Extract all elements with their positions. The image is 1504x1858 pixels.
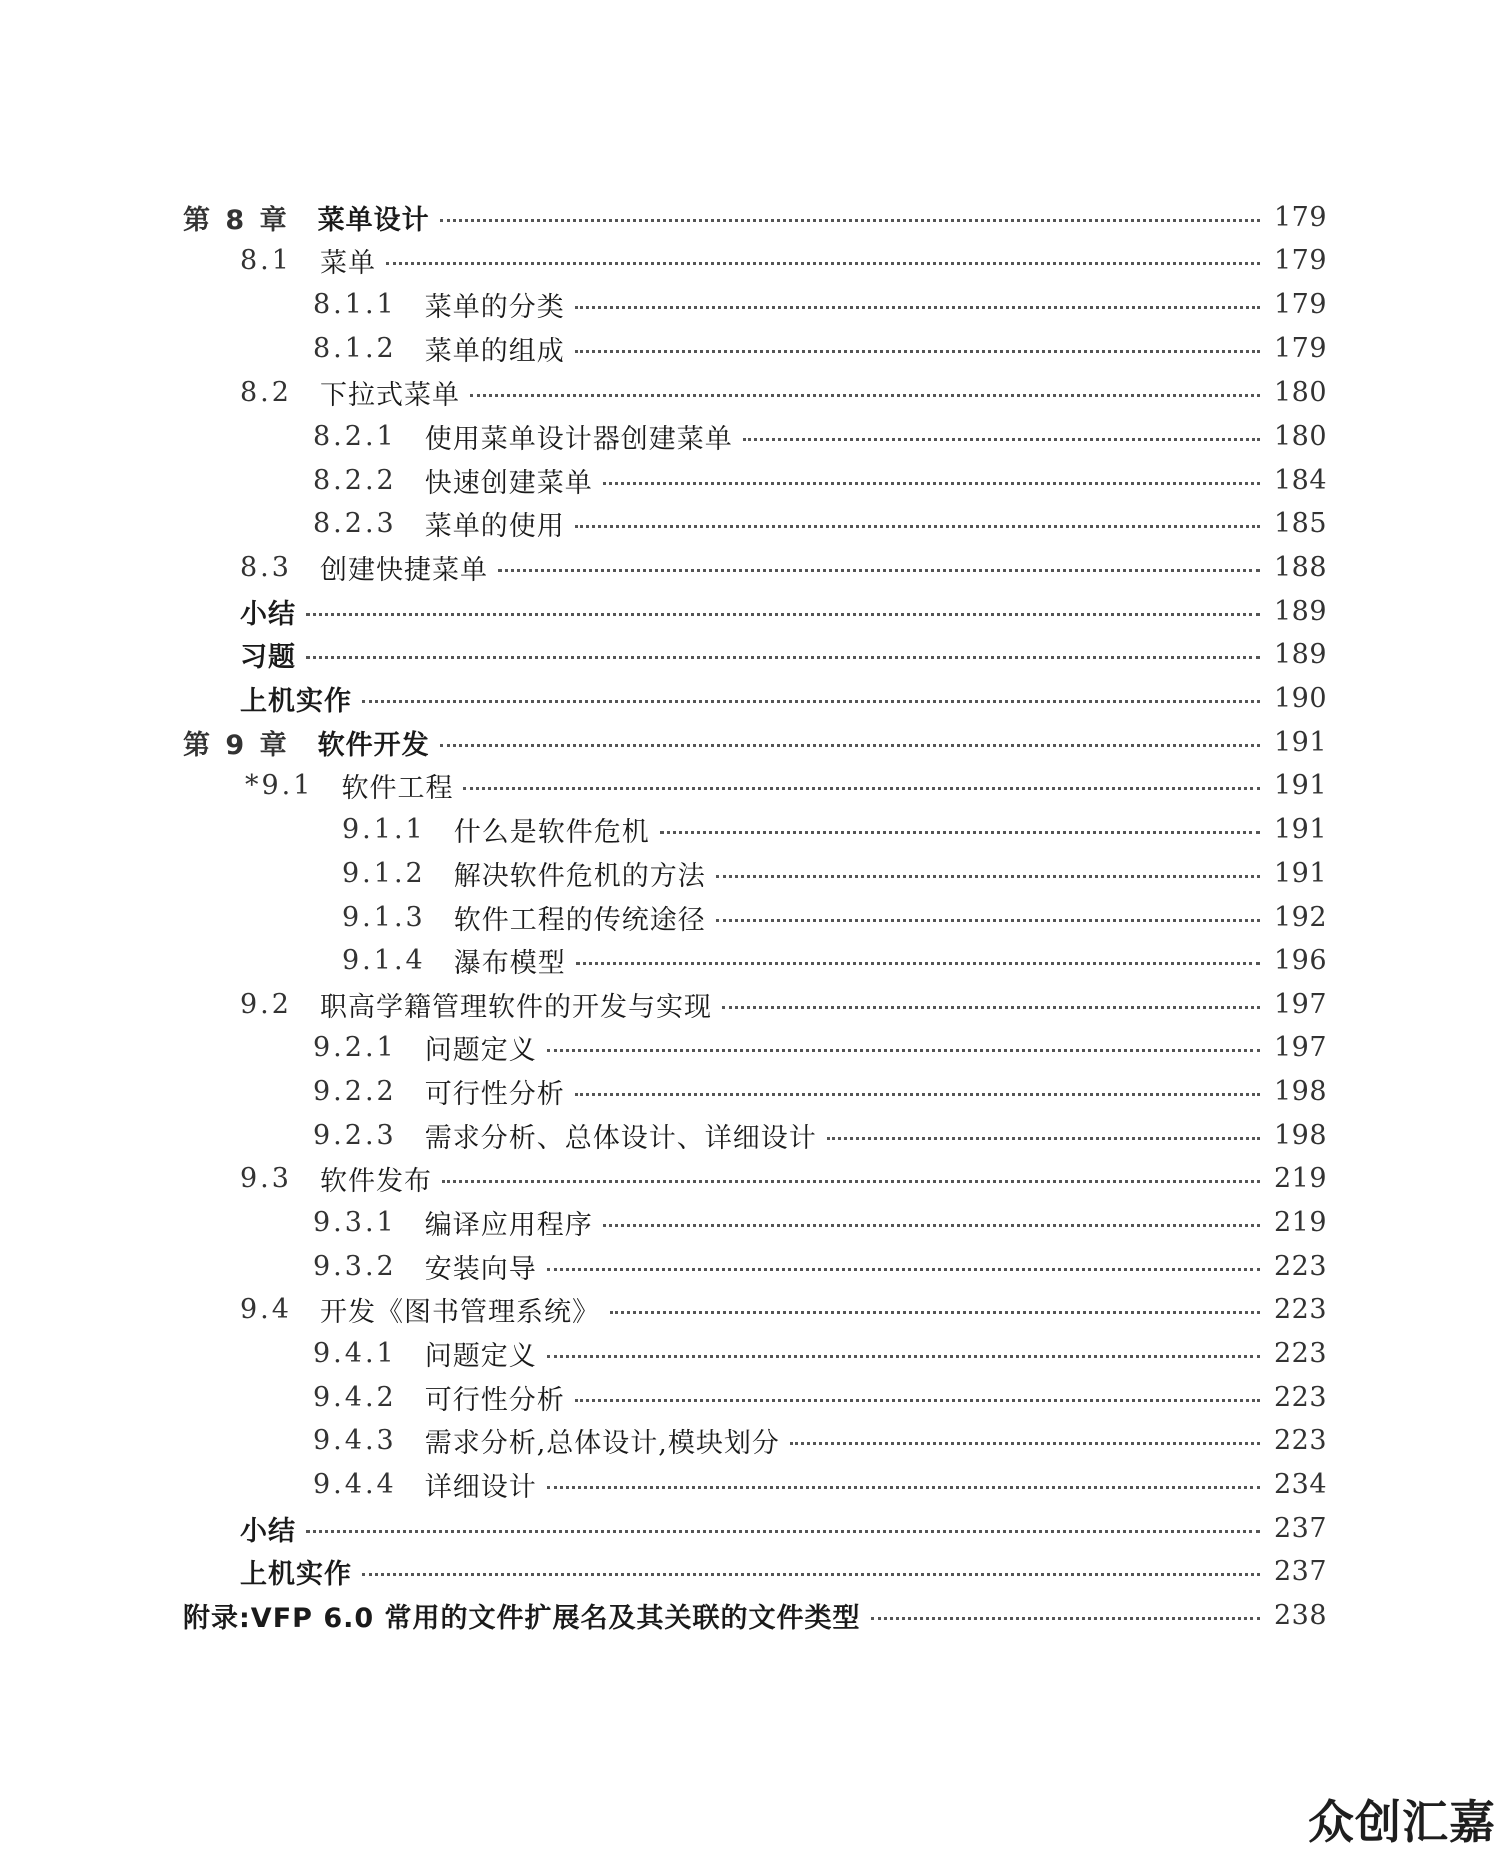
toc-number: 8.2 xyxy=(240,376,292,408)
toc-title: 软件开发 xyxy=(317,729,430,761)
toc-number: 9.4.2 xyxy=(313,1381,397,1413)
dot-leader xyxy=(547,1486,1260,1489)
toc-entry xyxy=(0,765,1504,805)
toc-page: 179 xyxy=(1274,332,1328,364)
toc-page: 184 xyxy=(1274,464,1328,496)
toc-page: 189 xyxy=(1274,595,1328,627)
toc-page: 180 xyxy=(1274,376,1328,408)
toc-page: 219 xyxy=(1274,1162,1328,1194)
toc-entry xyxy=(0,984,1504,1024)
toc-page: 237 xyxy=(1274,1555,1328,1587)
watermark-logo: 众创汇嘉 xyxy=(1308,1795,1496,1849)
toc-page: 223 xyxy=(1274,1250,1328,1282)
toc-entry xyxy=(0,197,1504,237)
toc-number: 第 8 章 xyxy=(183,204,290,236)
toc-number: 8.1 xyxy=(240,244,292,276)
toc-number: 9.2.3 xyxy=(313,1119,397,1151)
dot-leader xyxy=(603,1224,1260,1227)
toc-title: 软件发布 xyxy=(319,1165,432,1197)
toc-title: 快速创建菜单 xyxy=(424,467,593,499)
toc-number: 9.4 xyxy=(240,1293,292,1325)
toc-page: 191 xyxy=(1274,769,1328,801)
toc-entry xyxy=(0,1508,1504,1548)
dot-leader xyxy=(362,1573,1260,1576)
toc-page: 191 xyxy=(1274,857,1328,889)
toc-number: *9.1 xyxy=(245,769,314,801)
toc-entry xyxy=(0,503,1504,543)
toc-entry xyxy=(0,1551,1504,1591)
toc-title: 可行性分析 xyxy=(424,1384,565,1416)
dot-leader xyxy=(547,1355,1260,1358)
dot-leader xyxy=(576,962,1260,965)
toc-number: 9.3.2 xyxy=(313,1250,397,1282)
toc-title: 小结 xyxy=(240,1515,296,1547)
toc-page: 191 xyxy=(1274,726,1328,758)
toc-page: 191 xyxy=(1274,813,1328,845)
toc-page: 190 xyxy=(1274,682,1328,714)
dot-leader xyxy=(722,1006,1260,1009)
dot-leader xyxy=(306,613,1260,616)
toc-title: 习题 xyxy=(240,641,296,673)
toc-title: 使用菜单设计器创建菜单 xyxy=(424,423,733,455)
toc-title: 解决软件危机的方法 xyxy=(453,860,706,892)
toc-number: 8.2.3 xyxy=(313,507,397,539)
toc-entry xyxy=(0,1246,1504,1286)
dot-leader xyxy=(440,744,1260,747)
toc-number: 9.4.4 xyxy=(313,1468,397,1500)
toc-page: 234 xyxy=(1274,1468,1328,1500)
toc-title: 安装向导 xyxy=(424,1253,537,1285)
toc-page: 188 xyxy=(1274,551,1328,583)
toc-page: 179 xyxy=(1274,201,1328,233)
toc-number: 8.3 xyxy=(240,551,292,583)
toc-entry xyxy=(0,547,1504,587)
toc-entry xyxy=(0,1420,1504,1460)
toc-entry xyxy=(0,328,1504,368)
toc-title: 小结 xyxy=(240,598,296,630)
toc-page: 198 xyxy=(1274,1119,1328,1151)
toc-page: 223 xyxy=(1274,1293,1328,1325)
toc-title: 需求分析、总体设计、详细设计 xyxy=(424,1122,817,1154)
toc-number: 8.2.1 xyxy=(313,420,397,452)
toc-page: 223 xyxy=(1274,1424,1328,1456)
toc-number: 8.2.2 xyxy=(313,464,397,496)
dot-leader xyxy=(306,656,1260,659)
dot-leader xyxy=(470,394,1260,397)
toc-entry xyxy=(0,1595,1504,1635)
dot-leader xyxy=(743,438,1260,441)
toc-number: 9.4.1 xyxy=(313,1337,397,1369)
toc-title: 可行性分析 xyxy=(424,1078,565,1110)
toc-number: 8.1.2 xyxy=(313,332,397,364)
dot-leader xyxy=(440,219,1260,222)
toc-page: 189 xyxy=(1274,638,1328,670)
dot-leader xyxy=(547,1268,1260,1271)
toc-entry xyxy=(0,940,1504,980)
toc-entry xyxy=(0,897,1504,937)
toc-page: 192 xyxy=(1274,901,1328,933)
toc-title: 软件工程的传统途径 xyxy=(453,904,706,936)
dot-leader xyxy=(442,1180,1260,1183)
toc-page: 197 xyxy=(1274,1031,1328,1063)
toc-title: 软件工程 xyxy=(341,772,454,804)
dot-leader xyxy=(575,350,1260,353)
dot-leader xyxy=(547,1049,1260,1052)
dot-leader xyxy=(716,919,1260,922)
toc-title: 菜单的组成 xyxy=(424,335,565,367)
toc-number: 9.3 xyxy=(240,1162,292,1194)
toc-number: 9.2.1 xyxy=(313,1031,397,1063)
toc-number: 9.1.3 xyxy=(342,901,426,933)
toc-title: 上机实作 xyxy=(240,685,352,717)
toc-number: 9.1.2 xyxy=(342,857,426,889)
toc-page: 197 xyxy=(1274,988,1328,1020)
dot-leader xyxy=(498,569,1260,572)
toc-title: 下拉式菜单 xyxy=(319,379,460,411)
toc-title: 菜单的分类 xyxy=(424,291,565,323)
toc-number: 9.1.4 xyxy=(342,944,426,976)
toc-title: 编译应用程序 xyxy=(424,1209,593,1241)
toc-entry xyxy=(0,416,1504,456)
toc-number: 9.1.1 xyxy=(342,813,426,845)
toc-title: 瀑布模型 xyxy=(453,947,566,979)
toc-entry xyxy=(0,634,1504,674)
dot-leader xyxy=(827,1137,1260,1140)
dot-leader xyxy=(575,1399,1260,1402)
toc-entry xyxy=(0,1158,1504,1198)
dot-leader xyxy=(362,700,1260,703)
toc-entry xyxy=(0,1377,1504,1417)
dot-leader xyxy=(306,1530,1260,1533)
dot-leader xyxy=(660,831,1260,834)
toc-entry xyxy=(0,1333,1504,1373)
toc-page: 180 xyxy=(1274,420,1328,452)
toc-page: 223 xyxy=(1274,1337,1328,1369)
dot-leader xyxy=(603,482,1260,485)
toc-title: 菜单 xyxy=(319,247,376,279)
toc-entry xyxy=(0,809,1504,849)
toc-entry xyxy=(0,1202,1504,1242)
toc-page: 179 xyxy=(1274,244,1328,276)
toc-page: 237 xyxy=(1274,1512,1328,1544)
toc-entry xyxy=(0,1071,1504,1111)
dot-leader xyxy=(386,262,1260,265)
toc-title: 详细设计 xyxy=(424,1471,537,1503)
toc-page: 238 xyxy=(1274,1599,1328,1631)
toc-title: 什么是软件危机 xyxy=(453,816,650,848)
toc-number: 8.1.1 xyxy=(313,288,397,320)
toc-entry xyxy=(0,853,1504,893)
toc-number: 9.2.2 xyxy=(313,1075,397,1107)
toc-entry xyxy=(0,284,1504,324)
toc-page: 198 xyxy=(1274,1075,1328,1107)
dot-leader xyxy=(610,1311,1260,1314)
toc-title: 问题定义 xyxy=(424,1340,537,1372)
toc-entry xyxy=(0,1027,1504,1067)
toc-entry xyxy=(0,460,1504,500)
dot-leader xyxy=(716,875,1260,878)
toc-page: 223 xyxy=(1274,1381,1328,1413)
toc-number: 9.3.1 xyxy=(313,1206,397,1238)
toc-title: 开发《图书管理系统》 xyxy=(319,1296,600,1328)
toc-title: 菜单的使用 xyxy=(424,510,565,542)
toc-number: 9.2 xyxy=(240,988,292,1020)
toc-entry xyxy=(0,722,1504,762)
toc-page: 219 xyxy=(1274,1206,1328,1238)
dot-leader xyxy=(463,787,1260,790)
toc-number: 第 9 章 xyxy=(183,729,290,761)
dot-leader xyxy=(575,525,1260,528)
dot-leader xyxy=(575,306,1260,309)
toc-page: 196 xyxy=(1274,944,1328,976)
toc-page: 179 xyxy=(1274,288,1328,320)
toc-title: 需求分析,总体设计,模块划分 xyxy=(424,1427,780,1459)
toc-title: 创建快捷菜单 xyxy=(319,554,488,586)
toc-title: 职高学籍管理软件的开发与实现 xyxy=(319,991,712,1023)
toc-entry xyxy=(0,1464,1504,1504)
toc-title: 上机实作 xyxy=(240,1558,352,1590)
toc-number: 9.4.3 xyxy=(313,1424,397,1456)
toc-entry xyxy=(0,1115,1504,1155)
toc-entry xyxy=(0,591,1504,631)
dot-leader xyxy=(790,1442,1260,1445)
toc-entry xyxy=(0,240,1504,280)
dot-leader xyxy=(575,1093,1260,1096)
toc-entry xyxy=(0,678,1504,718)
dot-leader xyxy=(871,1617,1260,1620)
toc-entry xyxy=(0,1289,1504,1329)
toc-title: 问题定义 xyxy=(424,1034,537,1066)
toc-title: 附录:VFP 6.0 常用的文件扩展名及其关联的文件类型 xyxy=(183,1602,861,1634)
toc-entry xyxy=(0,372,1504,412)
toc-title: 菜单设计 xyxy=(317,204,430,236)
toc-page: 185 xyxy=(1274,507,1328,539)
